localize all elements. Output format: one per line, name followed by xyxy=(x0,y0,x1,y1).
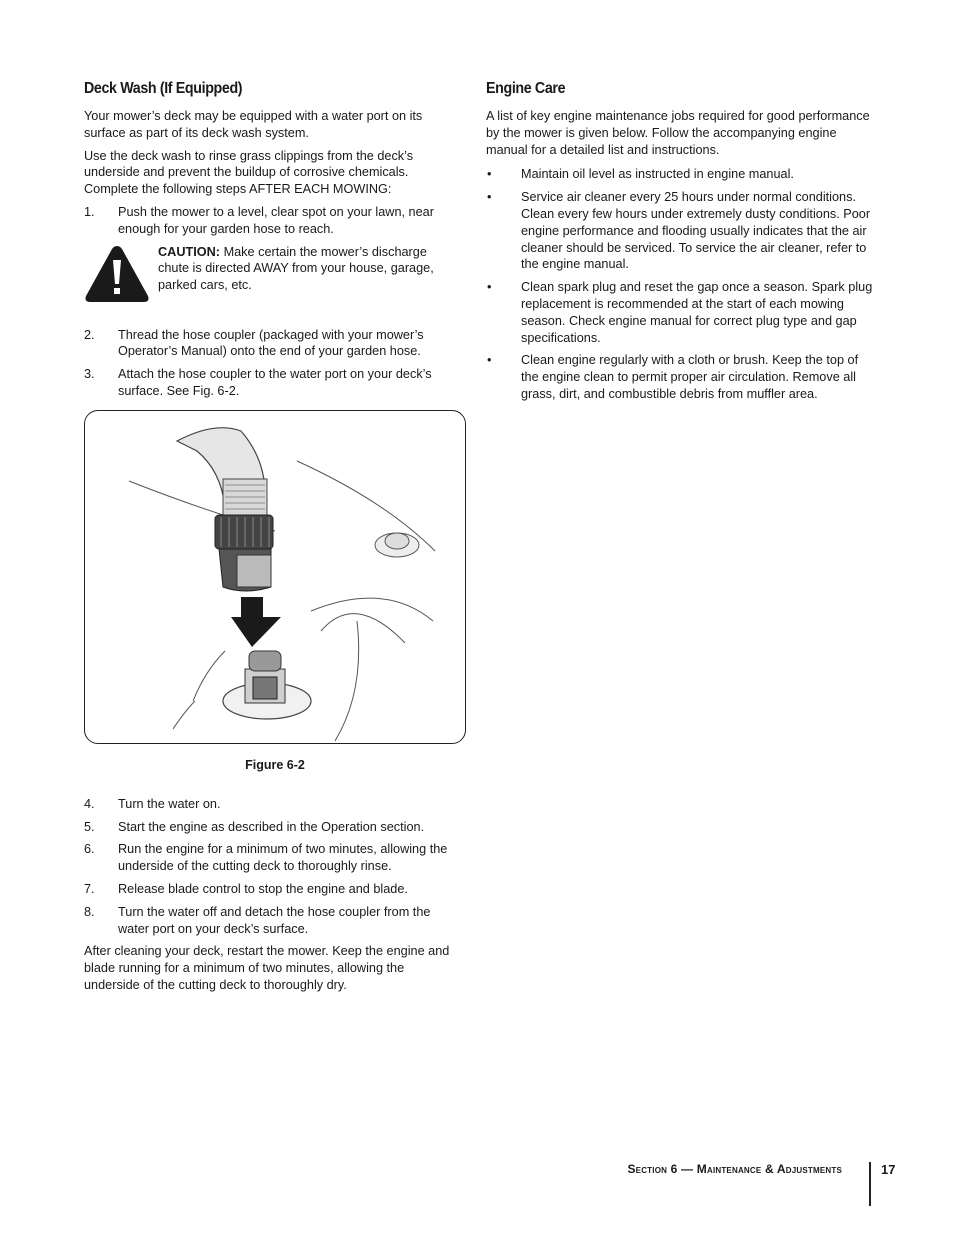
step-item xyxy=(84,904,456,938)
figure-6-2-illustration xyxy=(84,410,466,744)
bullet-marker: • xyxy=(487,190,492,205)
caution-label: CAUTION: xyxy=(158,244,221,259)
bullet-text: Service air cleaner every 25 hours under normal conditions. Clean every few hours under extremely dusty conditions. Poor engine performance and flooding usually indicates that the air cleaner should be serviced. To service the air cleaner, refer to the engine manual. xyxy=(521,190,871,272)
deck-wash-section xyxy=(84,80,456,1000)
deck-wash-heading: Deck Wash (If Equipped) xyxy=(84,80,243,97)
engine-care-section xyxy=(486,80,874,409)
step-number: 8. xyxy=(84,904,95,919)
warning-triangle-icon xyxy=(84,244,154,309)
caution-text xyxy=(154,244,456,309)
step-text: Attach the hose coupler to the water port on your deck’s surface. See Fig. 6-2. xyxy=(118,367,432,398)
bullet-marker: • xyxy=(487,167,492,182)
step-item xyxy=(84,881,456,898)
list-item xyxy=(486,352,874,402)
down-arrow-icon xyxy=(231,597,281,647)
bullet-text: Maintain oil level as instructed in engine manual. xyxy=(521,167,794,182)
caution-message: Make certain the mower’s discharge chute is directed AWAY from your house, garage, parked cars, etc. xyxy=(158,244,434,293)
bullet-marker: • xyxy=(487,280,492,295)
step-item xyxy=(84,819,456,836)
step-text: Thread the hose coupler (packaged with your mower’s Operator’s Manual) onto the end of your garden hose. xyxy=(118,327,424,359)
step-text: Turn the water off and detach the hose coupler from the water port on your deck’s surface. xyxy=(118,904,431,936)
page-number: 17 xyxy=(881,1162,896,1177)
step-item xyxy=(84,841,456,875)
step-item xyxy=(84,796,456,813)
hose-coupler-drawing xyxy=(85,411,465,743)
list-item xyxy=(486,279,874,346)
step-item xyxy=(84,327,456,361)
bullet-text: Clean engine regularly with a cloth or brush. Keep the top of the engine clean to permit proper air circulation. Remove all grass, dirt, and combustible debris from muffler area. xyxy=(521,353,859,401)
figure-caption: Figure 6-2 xyxy=(245,757,305,772)
list-item xyxy=(486,166,874,183)
caution-box xyxy=(84,244,456,309)
engine-care-heading: Engine Care xyxy=(486,80,566,97)
step-number: 4. xyxy=(84,796,95,811)
step-number: 1. xyxy=(84,204,95,219)
bullet-marker: • xyxy=(487,353,492,368)
bullet-text: Clean spark plug and reset the gap once a season. Spark plug replacement is recommended at the start of each mowing season. Check engine manual for correct plug type and gap specifications. xyxy=(521,280,873,345)
deck-wash-instructions: Use the deck wash to rinse grass clippings from the deck’s underside and prevent the buildup of corrosive chemicals. Complete the following steps AFTER EACH MOWING: xyxy=(84,148,414,197)
step-number: 7. xyxy=(84,881,95,896)
step-number: 6. xyxy=(84,842,95,857)
footer-divider xyxy=(869,1162,871,1206)
step-item xyxy=(84,366,456,400)
step-number: 2. xyxy=(84,327,95,342)
step-item xyxy=(84,204,456,238)
step-number: 3. xyxy=(84,367,95,382)
deck-wash-closing: After cleaning your deck, restart the mower. Keep the engine and blade running for a minimum of two minutes, allowing the underside of the cutting deck to thoroughly dry. xyxy=(84,944,450,992)
step-text: Run the engine for a minimum of two minutes, allowing the underside of the cutting deck to thoroughly rinse. xyxy=(118,842,448,874)
deck-wash-intro: Your mower’s deck may be equipped with a water port on its surface as part of its deck wash system. xyxy=(84,109,423,140)
step-text: Start the engine as described in the Operation section. xyxy=(118,819,425,834)
step-number: 5. xyxy=(84,819,95,834)
step-text: Turn the water on. xyxy=(118,796,221,811)
list-item xyxy=(486,189,874,273)
step-text: Push the mower to a level, clear spot on your lawn, near enough for your garden hose to reach. xyxy=(118,204,434,236)
footer-section-title: Section 6 — Maintenance & Adjustments xyxy=(627,1162,842,1176)
engine-care-intro: A list of key engine maintenance jobs required for good performance by the mower is given below. Follow the accompanying engine manual for a detailed list and instructions. xyxy=(486,109,870,157)
step-text: Release blade control to stop the engine and blade. xyxy=(118,881,408,896)
